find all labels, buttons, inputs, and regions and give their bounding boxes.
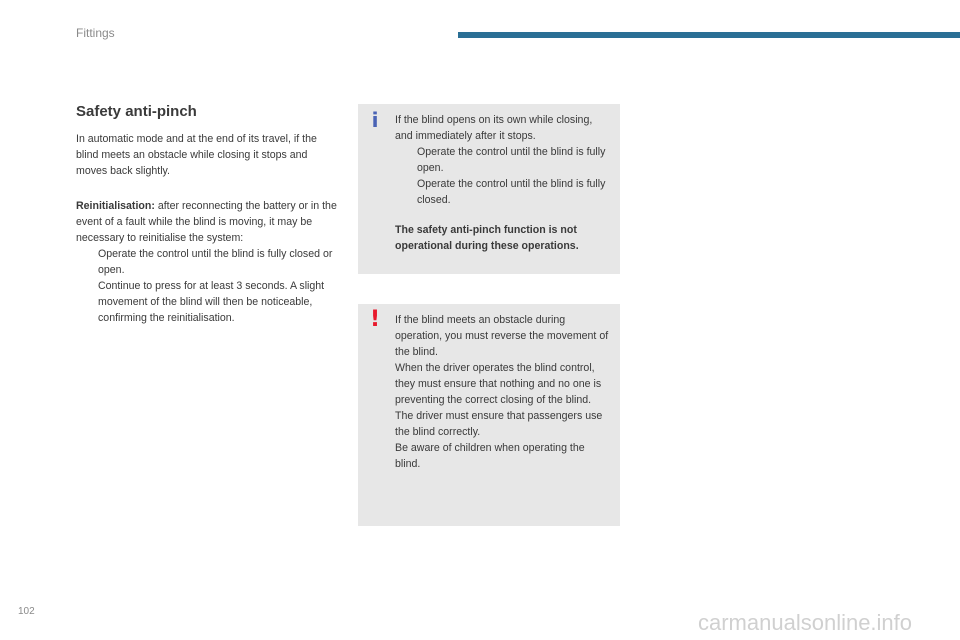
info-box: [358, 104, 620, 274]
reinit-text: after reconnecting the battery or in the event of a fault while the blind is moving, it may be necessary to reinitialise the system:: [76, 200, 337, 244]
list-item: Operate the control until the blind is fully closed or open.: [98, 248, 333, 276]
watermark: carmanualsonline.info: [698, 610, 913, 635]
section-label: Fittings: [76, 26, 115, 40]
section-title: Safety anti-pinch: [76, 103, 197, 120]
list-item: Operate the control until the blind is fully closed.: [417, 178, 606, 206]
info-icon: i: [371, 108, 379, 132]
header-bar: [458, 32, 960, 38]
warning-line: Be aware of children when operating the blind.: [395, 442, 585, 470]
warning-line: When the driver operates the blind control, they must ensure that nothing and no one is preventing the correct closing of the blind.: [395, 362, 602, 406]
intro-paragraph: In automatic mode and at the end of its travel, if the blind meets an obstacle while closing it stops and moves back slightly.: [76, 133, 317, 177]
warning-box: [358, 304, 620, 526]
list-item: Operate the control until the blind is fully open.: [417, 146, 606, 174]
warning-line: The driver must ensure that passengers use the blind correctly.: [395, 410, 603, 438]
info-text: If the blind opens on its own while closing, and immediately after it stops.: [395, 114, 593, 142]
reinit-paragraph: [76, 198, 340, 246]
info-steps: [395, 144, 612, 208]
reinit-steps: [76, 246, 340, 326]
left-column: [76, 102, 340, 326]
page-number: 102: [18, 606, 35, 617]
warning-icon: !: [369, 307, 381, 332]
info-note: The safety anti-pinch function is not operational during these operations.: [395, 224, 579, 252]
warning-line: If the blind meets an obstacle during operation, you must reverse the movement of the blind.: [395, 314, 609, 358]
list-item: Continue to press for at least 3 seconds. A slight movement of the blind will then be noticeable, confirming the reinitialisation.: [98, 280, 325, 324]
reinit-label: Reinitialisation:: [76, 200, 155, 212]
